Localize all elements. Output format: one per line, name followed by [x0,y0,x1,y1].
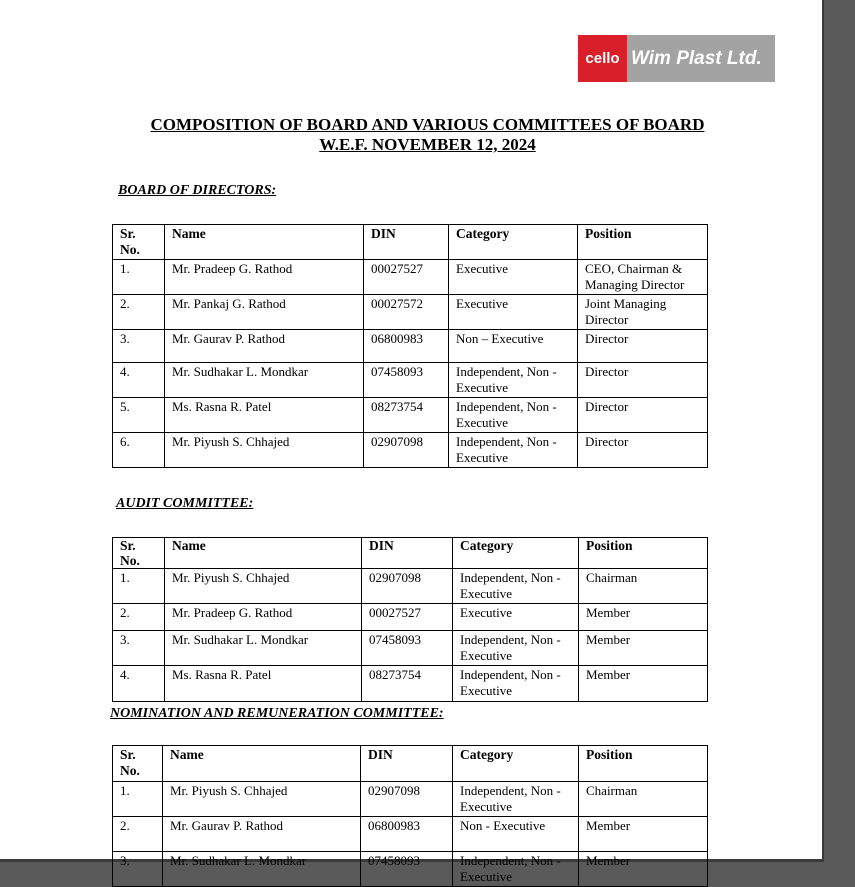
cell-name: Mr. Sudhakar L. Mondkar [165,363,364,398]
cell-din: 07458093 [364,363,449,398]
company-logo [578,35,775,82]
cell-position: Member [579,817,708,852]
table-header-row [113,225,708,260]
cell-din: 07458093 [362,631,453,666]
cell-name: Mr. Pradeep G. Rathod [165,260,364,295]
cell-sr: 5. [113,398,165,433]
document-subtitle: W.E.F. NOVEMBER 12, 2024 [319,135,536,154]
col-sr: Sr. No. [113,538,165,569]
board-heading: BOARD OF DIRECTORS: [118,183,277,198]
table-row [113,433,708,468]
col-category: Category [453,538,579,569]
cell-name: Mr. Pradeep G. Rathod [165,604,362,631]
table-row [113,631,708,666]
cell-sr: 3. [113,852,163,887]
cell-din: 00027527 [362,604,453,631]
cell-sr: 3. [113,631,165,666]
cell-name: Mr. Gaurav P. Rathod [163,817,361,852]
cell-position: Director [578,433,708,468]
col-category: Category [453,746,579,782]
cell-name: Mr. Sudhakar L. Mondkar [165,631,362,666]
table-row [113,330,708,363]
cell-name: Mr. Piyush S. Chhajed [165,433,364,468]
cell-name: Mr. Sudhakar L. Mondkar [163,852,361,887]
cell-position: Chairman [579,569,708,604]
cell-category: Independent, Non - Executive [453,852,579,887]
cell-category: Independent, Non - Executive [453,631,579,666]
col-position: Position [579,538,708,569]
cell-sr: 1. [113,569,165,604]
col-name: Name [165,225,364,260]
col-name: Name [163,746,361,782]
cell-din: 00027572 [364,295,449,330]
cell-name: Mr. Pankaj G. Rathod [165,295,364,330]
nomination-heading: NOMINATION AND REMUNERATION COMMITTEE: [110,706,444,721]
cell-sr: 1. [113,782,163,817]
cell-name: Mr. Gaurav P. Rathod [165,330,364,363]
cell-name: Ms. Rasna R. Patel [165,666,362,702]
cell-sr: 1. [113,260,165,295]
cell-category: Independent, Non - Executive [449,363,578,398]
brand-mark: cello [578,35,627,82]
table-header-row [113,746,708,782]
cell-din: 02907098 [361,782,453,817]
cell-din: 00027527 [364,260,449,295]
cell-position: Member [579,604,708,631]
cell-sr: 6. [113,433,165,468]
col-din: DIN [364,225,449,260]
cell-din: 02907098 [362,569,453,604]
table-header-row [113,538,708,569]
col-name: Name [165,538,362,569]
col-din: DIN [361,746,453,782]
table-row [113,363,708,398]
table-row [113,666,708,702]
cell-din: 08273754 [364,398,449,433]
cell-sr: 4. [113,363,165,398]
company-name: Wim Plast Ltd. [627,35,775,82]
cell-category: Non - Executive [453,817,579,852]
table-row [113,260,708,295]
audit-heading: AUDIT COMMITTEE: [116,496,254,511]
cell-name: Mr. Piyush S. Chhajed [163,782,361,817]
board-table [112,224,708,468]
col-position: Position [578,225,708,260]
table-row [113,817,708,852]
table-row [113,569,708,604]
cell-category: Independent, Non - Executive [449,398,578,433]
cell-din: 02907098 [364,433,449,468]
cell-position: Member [579,852,708,887]
cell-name: Ms. Rasna R. Patel [165,398,364,433]
table-row [113,604,708,631]
cell-category: Independent, Non - Executive [453,782,579,817]
cell-position: Chairman [579,782,708,817]
cell-sr: 2. [113,604,165,631]
cell-sr: 2. [113,817,163,852]
col-sr: Sr. No. [113,746,163,782]
col-category: Category [449,225,578,260]
cell-sr: 4. [113,666,165,702]
cell-category: Executive [449,260,578,295]
table-row [113,782,708,817]
cell-position: Member [579,631,708,666]
audit-table [112,537,708,702]
cell-category: Executive [449,295,578,330]
table-row [113,852,708,887]
cell-position: Director [578,330,708,363]
cell-din: 06800983 [361,817,453,852]
cell-category: Executive [453,604,579,631]
col-din: DIN [362,538,453,569]
cell-position: Member [579,666,708,702]
col-position: Position [579,746,708,782]
cell-category: Independent, Non - Executive [453,569,579,604]
table-row [113,295,708,330]
document-title: COMPOSITION OF BOARD AND VARIOUS COMMITTEES OF BOARD [150,115,705,134]
table-row [113,398,708,433]
cell-din: 07458093 [361,852,453,887]
cell-position: Joint Managing Director [578,295,708,330]
cell-position: CEO, Chairman & Managing Director [578,260,708,295]
cell-name: Mr. Piyush S. Chhajed [165,569,362,604]
cell-position: Director [578,363,708,398]
cell-category: Independent, Non - Executive [453,666,579,702]
cell-din: 06800983 [364,330,449,363]
cell-sr: 3. [113,330,165,363]
cell-sr: 2. [113,295,165,330]
cell-position: Director [578,398,708,433]
cell-category: Non – Executive [449,330,578,363]
cell-category: Independent, Non - Executive [449,433,578,468]
col-sr: Sr. No. [113,225,165,260]
cell-din: 08273754 [362,666,453,702]
nomination-table [112,745,708,887]
